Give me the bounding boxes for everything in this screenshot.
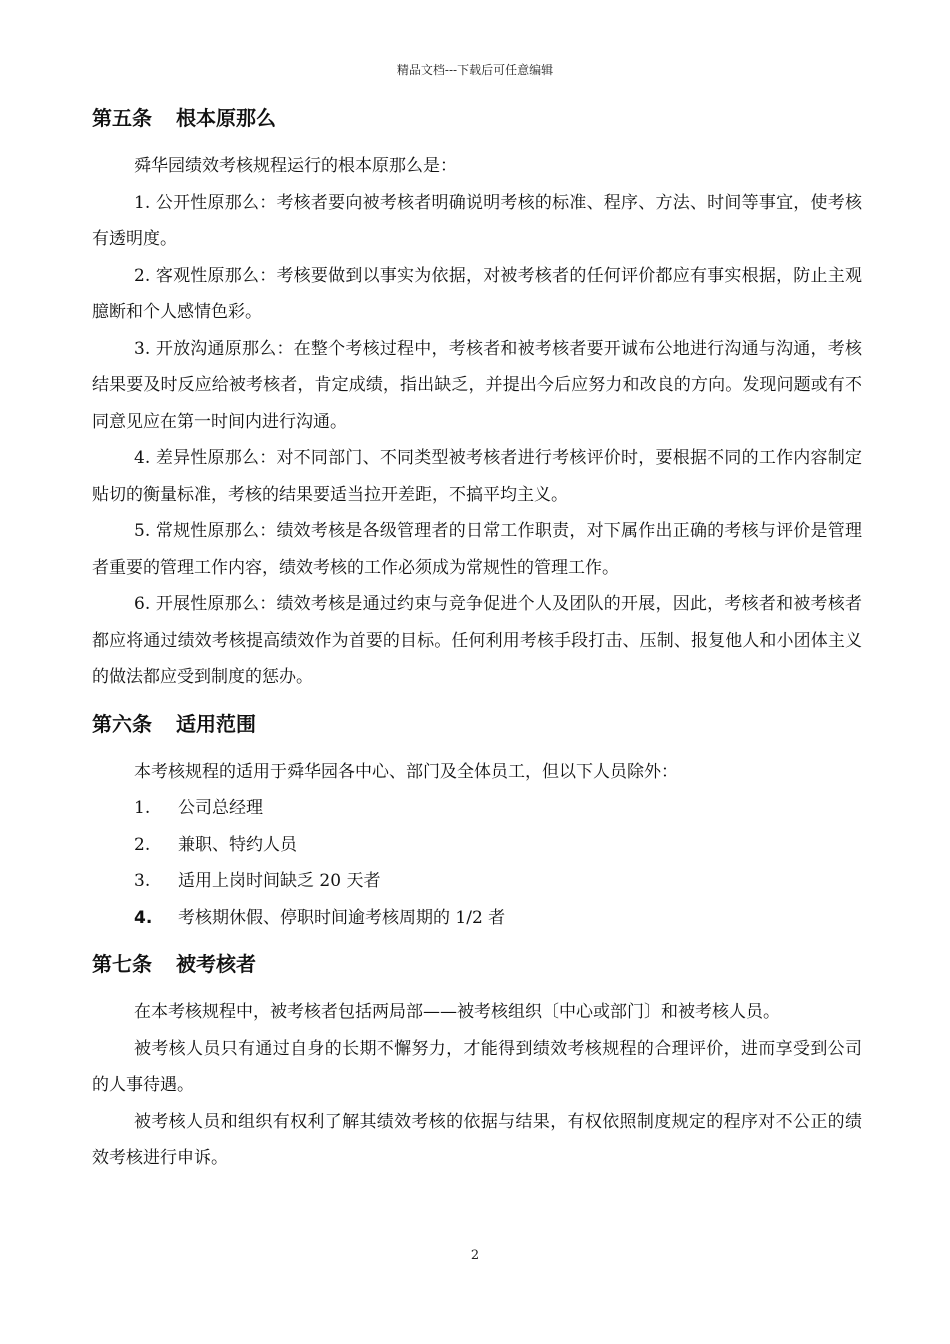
paragraph: 2. 客观性原那么：考核要做到以事实为依据，对被考核者的任何评价都应有事实根据，防止主观臆断和个人感情色彩。 <box>92 265 862 322</box>
section-heading-7 <box>92 946 862 982</box>
paragraph: 1. 公开性原那么：考核者要向被考核者明确说明考核的标准、程序、方法、时间等事宜，使考核有透明度。 <box>92 192 862 249</box>
paragraph: 本考核规程的适用于舜华园各中心、部门及全体员工，但以下人员除外： <box>134 761 678 782</box>
paragraph: 被考核人员和组织有权利了解其绩效考核的依据与结果，有权依照制度规定的程序对不公正的绩效考核进行申诉。 <box>92 1111 862 1168</box>
list-number: 4. <box>134 907 153 928</box>
list-text: 兼职、特约人员 <box>178 834 297 855</box>
document-body <box>92 100 862 1177</box>
list-text: 适用上岗时间缺乏 20 天者 <box>178 871 381 891</box>
list-text: 公司总经理 <box>178 798 263 818</box>
list-item <box>92 790 862 827</box>
paragraph: 6. 开展性原那么：绩效考核是通过约束与竞争促进个人及团队的开展，因此，考核者和被考核者都应将通过绩效考核提高绩效作为首要的目标。任何利用考核手段打击、压制、报复他人和小团体主义的做法都应受到制度的惩办。 <box>92 594 862 687</box>
list-number: 1. <box>134 798 151 818</box>
page-number: 2 <box>470 1248 480 1263</box>
paragraph: 4. 差异性原那么：对不同部门、不同类型被考核者进行考核评价时，要根据不同的工作内容制定贴切的衡量标准，考核的结果要适当拉开差距，不搞平均主义。 <box>92 448 862 505</box>
paragraph: 5. 常规性原那么：绩效考核是各级管理者的日常工作职责，对下属作出正确的考核与评价是管理者重要的管理工作内容，绩效考核的工作必须成为常规性的管理工作。 <box>92 521 862 578</box>
section-heading-5 <box>92 100 862 136</box>
list-number: 2. <box>134 834 151 855</box>
list-item <box>92 900 862 937</box>
section-title: 根本原那么 <box>176 106 276 130</box>
list-item <box>92 827 862 864</box>
paragraph: 被考核人员只有通过自身的长期不懈努力，才能得到绩效考核规程的合理评价，进而享受到公司的人事待遇。 <box>92 1038 862 1095</box>
page-header: 精品文档---下载后可任意编辑 <box>396 63 554 77</box>
section-title: 适用范围 <box>176 711 256 736</box>
section-heading-6 <box>92 706 862 742</box>
list-item <box>92 863 862 900</box>
section-title: 被考核者 <box>176 952 256 976</box>
section-number: 第六条 <box>92 711 152 736</box>
paragraph: 在本考核规程中，被考核者包括两局部——被考核组织〔中心或部门〕和被考核人员。 <box>134 1002 780 1022</box>
section-number: 第七条 <box>92 952 152 976</box>
list-text: 考核期休假、停职时间逾考核周期的 1/2 者 <box>178 907 506 928</box>
section-number: 第五条 <box>92 106 152 130</box>
paragraph: 舜华园绩效考核规程运行的根本原那么是： <box>134 156 457 176</box>
list-number: 3. <box>134 871 151 891</box>
paragraph: 3. 开放沟通原那么：在整个考核过程中，考核者和被考核者要开诚布公地进行沟通与沟通，考核结果要及时反应给被考核者，肯定成绩，指出缺乏，并提出今后应努力和改良的方向。发现问题或有不同意见应在第一时间内进行沟通。 <box>92 338 862 432</box>
